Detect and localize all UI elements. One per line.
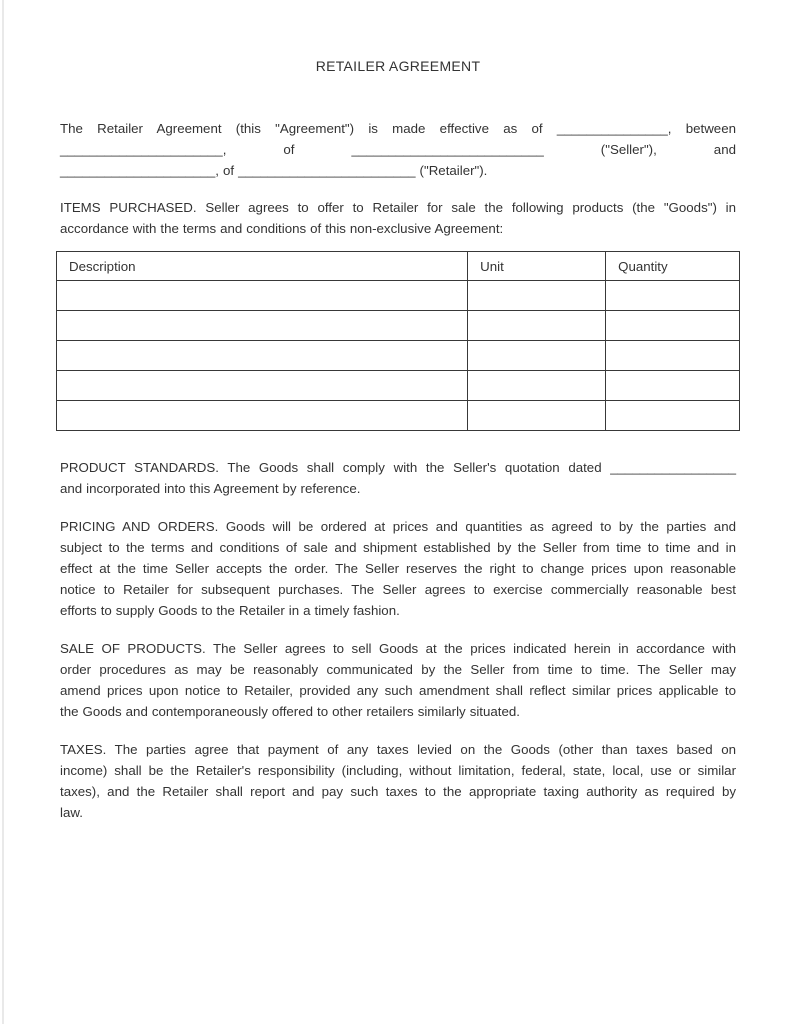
table-cell-empty bbox=[57, 341, 468, 371]
taxes-section-line-4: law. bbox=[60, 805, 83, 820]
taxes-section-line-1: TAXES. The parties agree that payment of any taxes levied on the Goods (other than taxes based on bbox=[60, 742, 736, 757]
table-cell-empty bbox=[57, 401, 468, 431]
taxes-section-line-2: income) shall be the Retailer's responsibility (including, without limitation, federal, state, local, use or similar bbox=[60, 763, 736, 778]
table-cell-empty bbox=[468, 401, 606, 431]
table-row bbox=[57, 281, 740, 311]
sale-of-products-section-line-3: amend prices upon notice to Retailer, provided any such amendment shall reflect similar prices applicable to bbox=[60, 683, 736, 698]
pricing-and-orders-section-line-1: PRICING AND ORDERS. Goods will be ordered at prices and quantities as agreed to by the parties and bbox=[60, 519, 736, 534]
intro-paragraph bbox=[60, 118, 736, 181]
table-cell-empty bbox=[606, 281, 740, 311]
sale-of-products-section-line-1: SALE OF PRODUCTS. The Seller agrees to sell Goods at the prices indicated herein in accordance with bbox=[60, 641, 736, 656]
pricing-and-orders-section-line-5: efforts to supply Goods to the Retailer in a timely fashion. bbox=[60, 603, 400, 618]
document-title: RETAILER AGREEMENT bbox=[315, 58, 481, 74]
table-row bbox=[57, 341, 740, 371]
pricing-and-orders-section-line-4: notice to Retailer for subsequent purchases. The Seller agrees to exercise commercially reasonable best bbox=[60, 582, 736, 597]
intro-paragraph-line-1: The Retailer Agreement (this "Agreement") is made effective as of _______________, between bbox=[60, 121, 736, 136]
table-cell-empty bbox=[468, 371, 606, 401]
table-cell-empty bbox=[606, 341, 740, 371]
items-purchased-section-line-2: accordance with the terms and conditions of this non-exclusive Agreement: bbox=[60, 221, 504, 236]
items-purchased-section-line-1: ITEMS PURCHASED. Seller agrees to offer to Retailer for sale the following products (the "Goods") in bbox=[60, 200, 736, 215]
taxes-section bbox=[60, 739, 736, 823]
table-cell-empty bbox=[57, 281, 468, 311]
sale-of-products-section-line-4: the Goods and contemporaneously offered to other retailers similarly situated. bbox=[60, 704, 520, 719]
pricing-and-orders-section-line-2: subject to the terms and conditions of sale and shipment established by the Seller from time to time and in bbox=[60, 540, 736, 555]
taxes-section-line-3: taxes), and the Retailer shall report and pay such taxes to the appropriate taxing authority as required by bbox=[60, 784, 736, 799]
page-left-edge bbox=[2, 0, 4, 1024]
table-cell-empty bbox=[606, 401, 740, 431]
product-standards-section bbox=[60, 457, 736, 499]
product-standards-section-line-2: and incorporated into this Agreement by reference. bbox=[60, 481, 361, 496]
sale-of-products-section bbox=[60, 638, 736, 722]
column-header-description: Description bbox=[57, 252, 468, 281]
column-header-quantity: Quantity bbox=[606, 252, 740, 281]
pricing-and-orders-section-line-3: effect at the time Seller accepts the order. The Seller reserves the right to change prices upon reasonable bbox=[60, 561, 736, 576]
table-row bbox=[57, 401, 740, 431]
items-purchased-section bbox=[60, 197, 736, 239]
sale-of-products-section-line-2: order procedures as may be reasonably communicated by the Seller from time to time. The Seller may bbox=[60, 662, 736, 677]
table-header-row bbox=[57, 252, 740, 281]
column-header-unit: Unit bbox=[468, 252, 606, 281]
intro-paragraph-line-2: ______________________, of __________________________ ("Seller"), and bbox=[60, 142, 736, 157]
table-cell-empty bbox=[606, 371, 740, 401]
table-cell-empty bbox=[606, 311, 740, 341]
product-standards-section-line-1: PRODUCT STANDARDS. The Goods shall comply with the Seller's quotation dated _________________ bbox=[60, 460, 736, 475]
table-cell-empty bbox=[57, 371, 468, 401]
table-cell-empty bbox=[468, 281, 606, 311]
table-cell-empty bbox=[468, 311, 606, 341]
table-row bbox=[57, 371, 740, 401]
pricing-and-orders-section bbox=[60, 516, 736, 621]
table-cell-empty bbox=[57, 311, 468, 341]
table-cell-empty bbox=[468, 341, 606, 371]
intro-paragraph-line-3: _____________________, of ________________________ ("Retailer"). bbox=[60, 163, 488, 178]
table-row bbox=[57, 311, 740, 341]
goods-table bbox=[56, 251, 740, 431]
